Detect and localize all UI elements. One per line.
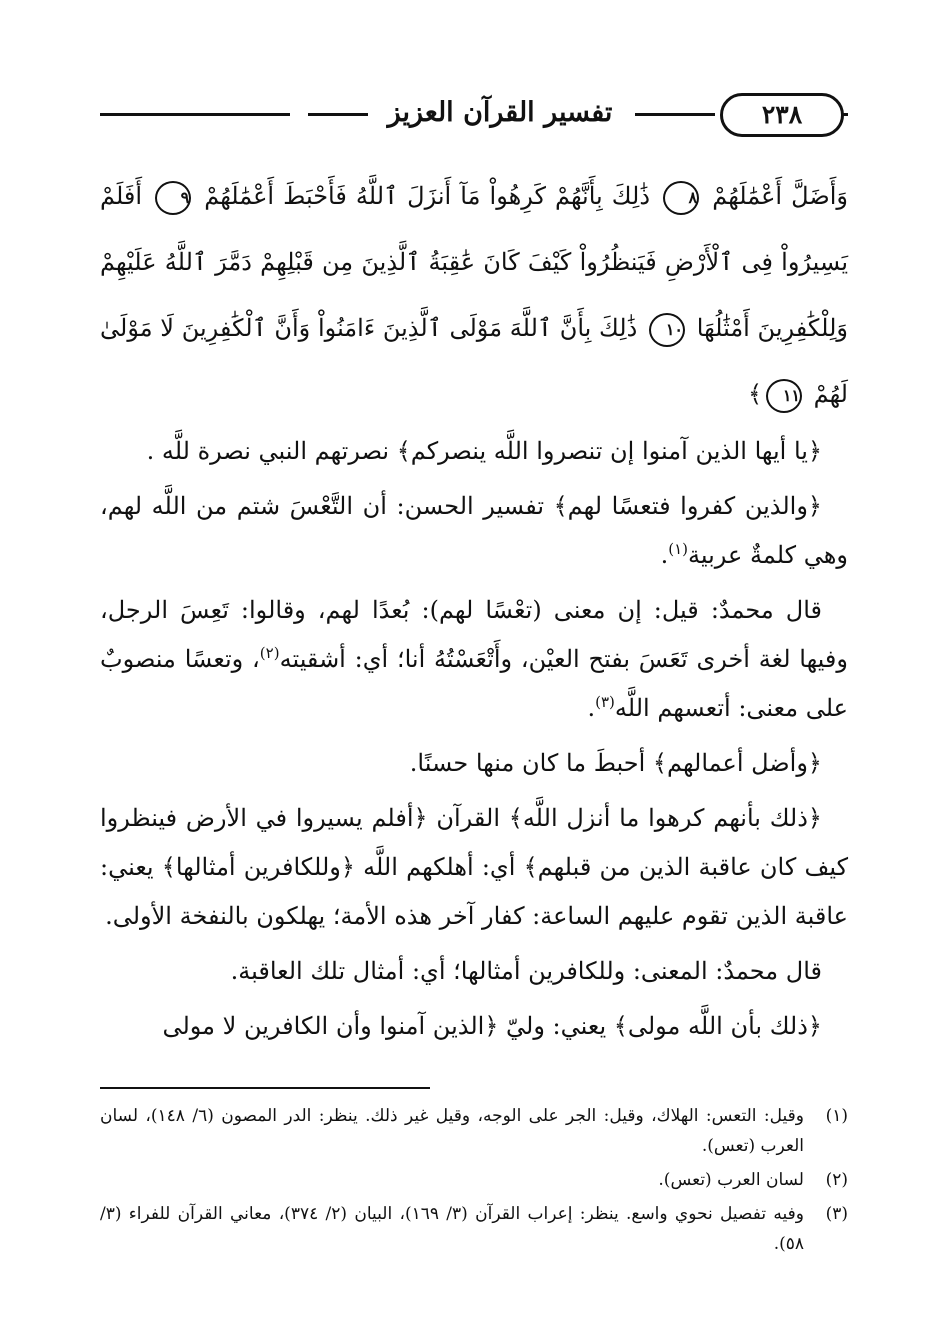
verse-number-marker: ٨ — [663, 181, 699, 215]
footnote-reference: (٢) — [259, 644, 280, 662]
footnote-marker: (١) — [825, 1106, 848, 1126]
paragraph-text: قال محمدٌ: قيل: إن معنى (تعْسًا لهم): بُعدًا لهم، وقالوا: تَعِسَ الرجل، وفيها لغة أخرى تَعَسَ بفتح العيْن، وأَتْعَسْتُهُ أنا؛ أي: أشقيته — [100, 596, 848, 673]
paragraph: ﴿يا أيها الذين آمنوا إن تنصروا اللَّه ينصركم﴾ نصرتهم النبي نصرة للَّه . — [146, 437, 822, 465]
verse-number-marker: ٩ — [155, 181, 191, 215]
header-rule — [841, 113, 848, 116]
book-title: تفسير القرآن العزيز — [387, 97, 613, 128]
footnote — [100, 1101, 848, 1161]
footnotes — [100, 1101, 848, 1259]
footnote-text: وفيه تفصيل نحوي واسع. ينظر: إعراب القرآن (٣/ ١٦٩)، البيان (٢/ ٣٧٤)، معاني القرآن للفراء (٣/ ٥٨). — [100, 1204, 804, 1254]
closing-bracket: ﴾ — [747, 380, 762, 408]
page-number: ٢٣٨ — [720, 93, 844, 137]
commentary — [100, 427, 848, 1051]
book-page — [100, 85, 848, 1263]
footnote-text: وقيل: التعس: الهلاك، وقيل: الجر على الوجه، وقيل غير ذلك. ينظر: الدر المصون (٦/ ١٤٨)، لسان العرب (تعس). — [100, 1106, 804, 1156]
header-rule — [308, 113, 368, 116]
verse-number-marker: ١٠ — [649, 313, 685, 347]
footnote — [100, 1199, 848, 1259]
footnote-marker: (٣) — [825, 1204, 848, 1224]
paragraph — [100, 482, 848, 580]
footnote — [100, 1165, 848, 1195]
paragraph: ﴿ذلك بأن اللَّه مولى﴾ يعني: وليّ ﴿الذين آمنوا وأن الكافرين لا مولى — [162, 1012, 822, 1040]
footnote-separator — [100, 1087, 430, 1089]
footnote-text: لسان العرب (تعس). — [658, 1170, 804, 1190]
verse-text: ذَٰلِكَ بِأَنَّ ٱللَّهَ مَوْلَى ٱلَّذِينَ ءَامَنُواْ وَأَنَّ ٱلْكَٰفِرِينَ لَا مَوْلَىٰ لَهُمْ — [100, 314, 848, 408]
verse-text: أَفَلَمْ يَسِيرُواْ فِى ٱلْأَرْضِ فَيَنظُرُواْ كَيْفَ كَانَ عَٰقِبَةُ ٱلَّذِينَ مِن قَبْلِهِمْ دَمَّرَ ٱللَّهُ عَلَيْهِمْ وَلِلْكَٰفِرِينَ أَمْثَٰلُهَا — [100, 182, 848, 342]
header-rule — [100, 113, 290, 116]
paragraph-text: ﴿والذين كفروا فتعسًا لهم﴾ تفسير الحسن: أن التَّعْسَ شتم من اللَّه لهم، وهي كلمةٌ عربية — [100, 492, 848, 569]
paragraph-text: . — [660, 541, 669, 569]
paragraph-text: ، وتعسًا منصوبٌ على معنى: أتعسهم اللَّه — [100, 645, 848, 722]
paragraph: قال محمدٌ: المعنى: وللكافرين أمثالها؛ أي: أمثال تلك العاقبة. — [230, 957, 822, 985]
verse-text: وَأَضَلَّ أَعْمَٰلَهُمْ — [712, 182, 848, 210]
footnote-reference: (٣) — [595, 693, 615, 711]
header-rule — [635, 113, 715, 116]
running-header — [100, 85, 848, 145]
paragraph: ﴿وأضل أعمالهم﴾ أحبطَ ما كان منها حسنًا. — [409, 749, 822, 777]
verse-number-marker: ١١ — [766, 379, 802, 413]
footnote-marker: (٢) — [825, 1170, 848, 1190]
verse-text: ذَٰلِكَ بِأَنَّهُمْ كَرِهُواْ مَآ أَنزَلَ ٱللَّهُ فَأَحْبَطَ أَعْمَٰلَهُمْ — [204, 182, 651, 210]
paragraph-text: . — [587, 694, 596, 722]
footnote-reference: (١) — [668, 540, 689, 558]
paragraph: ﴿ذلك بأنهم كرهوا ما أنزل اللَّه﴾ القرآن ﴿أفلم يسيروا في الأرض فينظروا كيف كان عاقبة الذين من قبلهم﴾ أي: أهلكهم اللَّه ﴿وللكافرين أمثالها﴾ يعني: عاقبة الذين تقوم عليهم الساعة: كفار آخر هذه الأمة؛ يهلكون بالنفخة الأولى. — [100, 804, 848, 930]
paragraph — [100, 586, 848, 733]
quran-verses — [100, 163, 848, 427]
